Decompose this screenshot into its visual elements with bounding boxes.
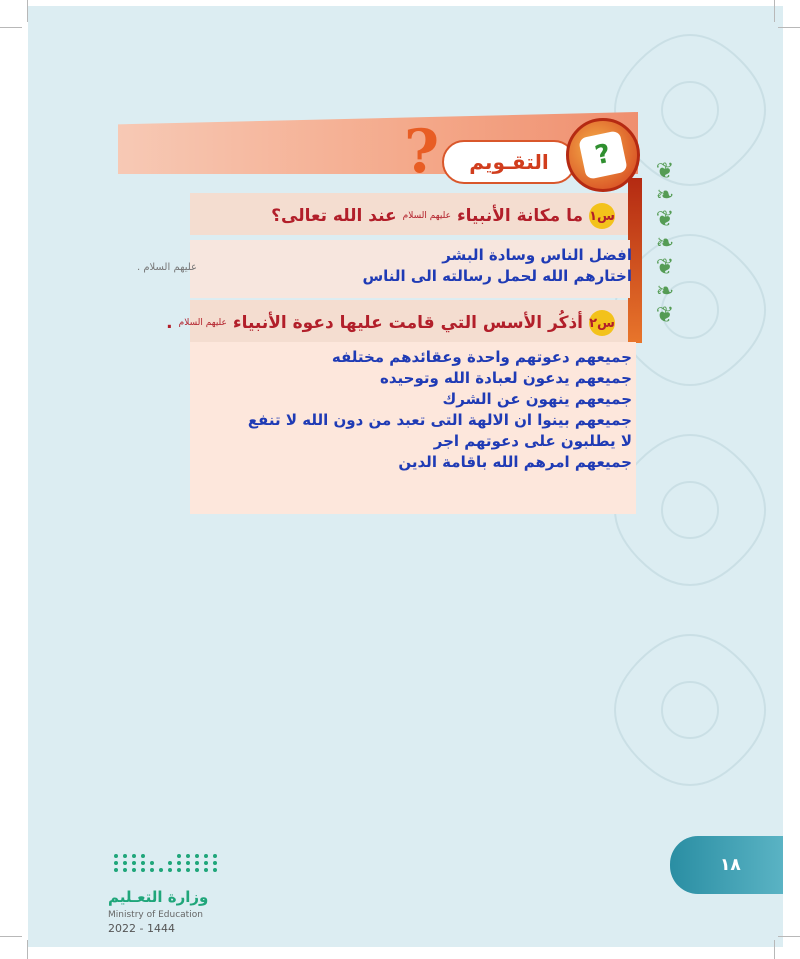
answer-line: اختارهم الله لحمل رسالته الى الناس [362,267,632,285]
question-paper-icon: ? [578,130,628,180]
honorific-text: عليهم السلام [402,211,451,221]
answer-line: جميعهم امرهم الله باقامة الدين [398,453,632,471]
ministry-name-english: Ministry of Education [108,910,203,920]
question-number-badge: س ٢ [589,310,615,336]
answer-line: جميعهم دعوتهم واحدة وعقائدهم مختلفه [331,348,632,366]
question-1-text-end: عند الله تعالى؟ [271,206,397,226]
question-2-text-end: . [166,313,173,333]
question-1 [271,203,615,229]
vine-ornament: ❦ ❧ ❦ ❧ ❦ ❧ ❦ [655,159,675,328]
answer-line: لا يطلبون على دعوتهم اجر [433,432,632,450]
question-2-text-start: أذكُر الأسس التي قامت عليها دعوة الأنبياء [232,313,583,333]
crop-mark [27,0,28,22]
crop-mark [0,936,22,937]
ministry-logo-icon [108,854,218,872]
answer-line: جميعهم يدعون لعبادة الله وتوحيده [380,369,632,387]
crop-mark [0,27,22,28]
question-mark-icon: ? [404,117,440,187]
answer-line: جميعهم بينوا ان الالهة التى تعبد من دون الله لا تنفع [247,411,632,429]
honorific-aside: عليهم السلام . [137,262,197,273]
section-title: التقـويم [469,150,549,174]
honorific-text: عليهم السلام [178,318,227,328]
ministry-year: 2022 - 1444 [108,922,175,935]
answer-line: جميعهم ينهون عن الشرك [442,390,632,408]
evaluation-badge-icon [566,118,640,192]
page-number: ١٨ [720,855,741,875]
question-2 [166,310,615,336]
answer-line: افضل الناس وسادة البشر [442,246,632,264]
crop-mark [27,940,28,959]
question-1-text-start: ما مكانة الأنبياء [456,206,583,226]
section-title-pill [442,140,576,184]
ministry-name-arabic: وزارة التعـليم [108,888,209,906]
answer-2 [182,347,632,473]
page-number-tab [670,836,783,894]
question-number-badge: س ١ [589,203,615,229]
answer-1 [182,245,632,287]
